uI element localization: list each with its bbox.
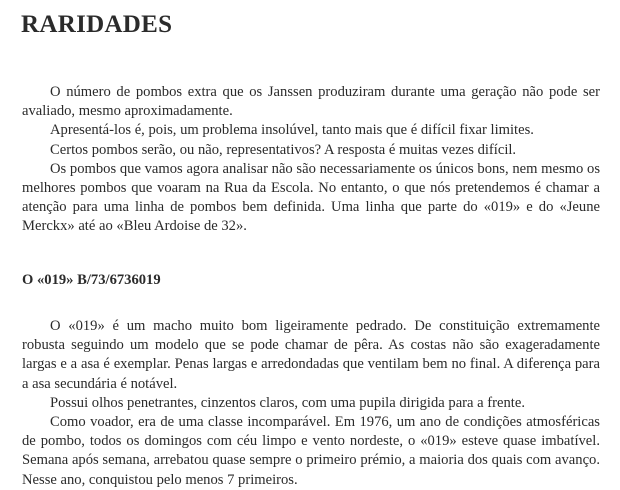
pigeon-019-section (22, 317, 600, 490)
paragraph: Como voador, era de uma classe incomparável. Em 1976, um ano de condições atmosféricas de pombo, todos os domingos com céu limpo e vento nordeste, o «019» esteve quase imbatível. Semana após semana, arrebatou quase sempre o primeiro prémio, a maioria dos quais com avanço. Nesse ano, conquistou pelo menos 7 primeiros. (22, 414, 600, 488)
paragraph: O «019» é um macho muito bom ligeiramente pedrado. De constituição extremamente robusta seguindo um modelo que se pode chamar de pêra. As costas não são exageradamente largas e a asa é exemplar. Penas largas e arredondadas que ventilam bem no final. A diferença para a asa secundária é notável. (22, 318, 600, 392)
intro-section (22, 83, 600, 237)
section-heading: O «019» B/73/6736019 (22, 272, 161, 288)
paragraph: O número de pombos extra que os Janssen produziram durante uma geração não pode ser avaliado, mesmo aproximadamente. (22, 84, 600, 120)
paragraph: Possui olhos penetrantes, cinzentos claros, com uma pupila dirigida para a frente. (50, 394, 525, 411)
paragraph: Apresentá-los é, pois, um problema insolúvel, tanto mais que é difícil fixar limites. (50, 122, 534, 139)
page-title: RARIDADES (21, 11, 173, 38)
paragraph: Os pombos que vamos agora analisar não são necessariamente os únicos bons, nem mesmo os melhores pombos que voaram na Rua da Escola. No entanto, o que nós pretendemos é chamar a atenção para uma linha de pombos bem definida. Uma linha que parte do «019» e do «Jeune Merckx» até ao «Bleu Ardoise de 32». (22, 160, 600, 235)
paragraph: Certos pombos serão, ou não, representativos? A resposta é muitas vezes difícil. (50, 141, 517, 158)
